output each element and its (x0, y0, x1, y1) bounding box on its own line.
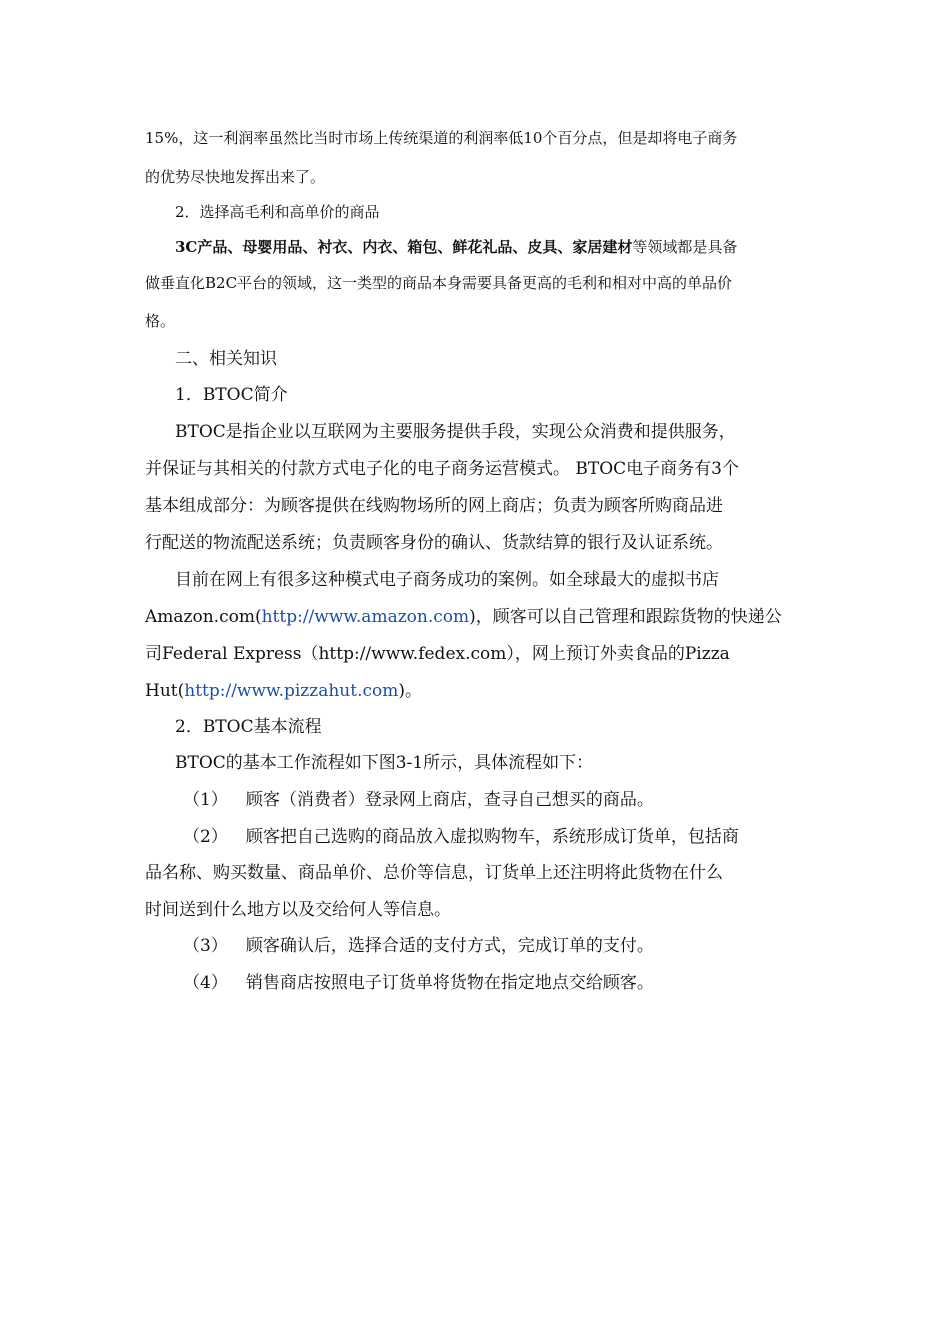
paragraph-line: 行配送的物流配送系统；负责顾客身份的确认、货款结算的银行及认证系统。 (145, 533, 723, 553)
subheading-select-goods: 2．选择高毛利和高单价的商品 (175, 203, 380, 221)
paragraph-line: 的优势尽快地发挥出来了。 (145, 168, 326, 186)
paragraph-line (145, 676, 810, 701)
paragraph-line: 目前在网上有很多这种模式电子商务成功的案例。如全球最大的虚拟书店 (175, 570, 719, 590)
pizzahut-link[interactable]: http://www.pizzahut.com (184, 681, 399, 701)
paragraph-line: BTOC的基本工作流程如下图3-1所示，具体流程如下： (175, 753, 594, 773)
paragraph-text: Hut( (145, 681, 185, 701)
amazon-link[interactable]: http://www.amazon.com (261, 607, 470, 627)
paragraph-line: 做垂直化B2C平台的领域，这一类型的商品本身需要具备更高的毛利和相对中高的单品价 (145, 274, 733, 292)
paragraph-line: 格。 (145, 312, 176, 330)
section-heading: 二、相关知识 (175, 349, 277, 369)
list-item (183, 968, 848, 993)
paragraph-text: Amazon.com( (145, 607, 262, 627)
paragraph-line: 15%，这一利润率虽然比当时市场上传统渠道的利润率低10个百分点，但是却将电子商务 (145, 129, 738, 147)
paragraph-line: BTOC是指企业以互联网为主要服务提供手段，实现公众消费和提供服务， (175, 422, 736, 442)
paragraph-text: 等领域都是具备 (632, 238, 738, 256)
list-item-text: 顾客把自己选购的商品放入虚拟购物车，系统形成订货单，包括商 (245, 827, 739, 847)
list-item-number: （4） (183, 973, 228, 993)
list-item-number: （1） (183, 790, 228, 810)
list-item-number: （2） (183, 827, 228, 847)
paragraph-line: 司Federal Express（http://www.fedex.com），网上预订外卖食品的Pizza (145, 644, 730, 664)
paragraph-line: 并保证与其相关的付款方式电子化的电子商务运营模式。 BTOC电子商务有3个 (145, 459, 739, 479)
paragraph-line (145, 602, 810, 627)
list-item-text: 顾客确认后，选择合适的支付方式，完成订单的支付。 (245, 936, 654, 956)
paragraph-text: )。 (398, 681, 422, 701)
list-item (183, 822, 848, 847)
subheading-btoc-intro: 1．BTOC简介 (175, 385, 288, 405)
paragraph-line: 品名称、购买数量、商品单价、总价等信息，订货单上还注明将此货物在什么 (145, 863, 723, 883)
list-item (183, 931, 848, 956)
list-item-text: 销售商店按照电子订货单将货物在指定地点交给顾客。 (245, 973, 654, 993)
paragraph-line: 时间送到什么地方以及交给何人等信息。 (145, 900, 451, 920)
paragraph-line (175, 236, 840, 257)
list-item-text: 顾客（消费者）登录网上商店，查寻自己想买的商品。 (245, 790, 654, 810)
subheading-btoc-flow: 2．BTOC基本流程 (175, 717, 322, 737)
paragraph-line: 基本组成部分：为顾客提供在线购物场所的网上商店；负责为顾客所购商品进 (145, 496, 723, 516)
list-item-number: （3） (183, 936, 228, 956)
list-item (183, 785, 848, 810)
paragraph-text: )，顾客可以自己管理和跟踪货物的快递公 (469, 607, 782, 627)
bold-categories: 3C产品、母婴用品、衬衣、内衣、箱包、鲜花礼品、皮具、家居建材 (175, 238, 633, 256)
